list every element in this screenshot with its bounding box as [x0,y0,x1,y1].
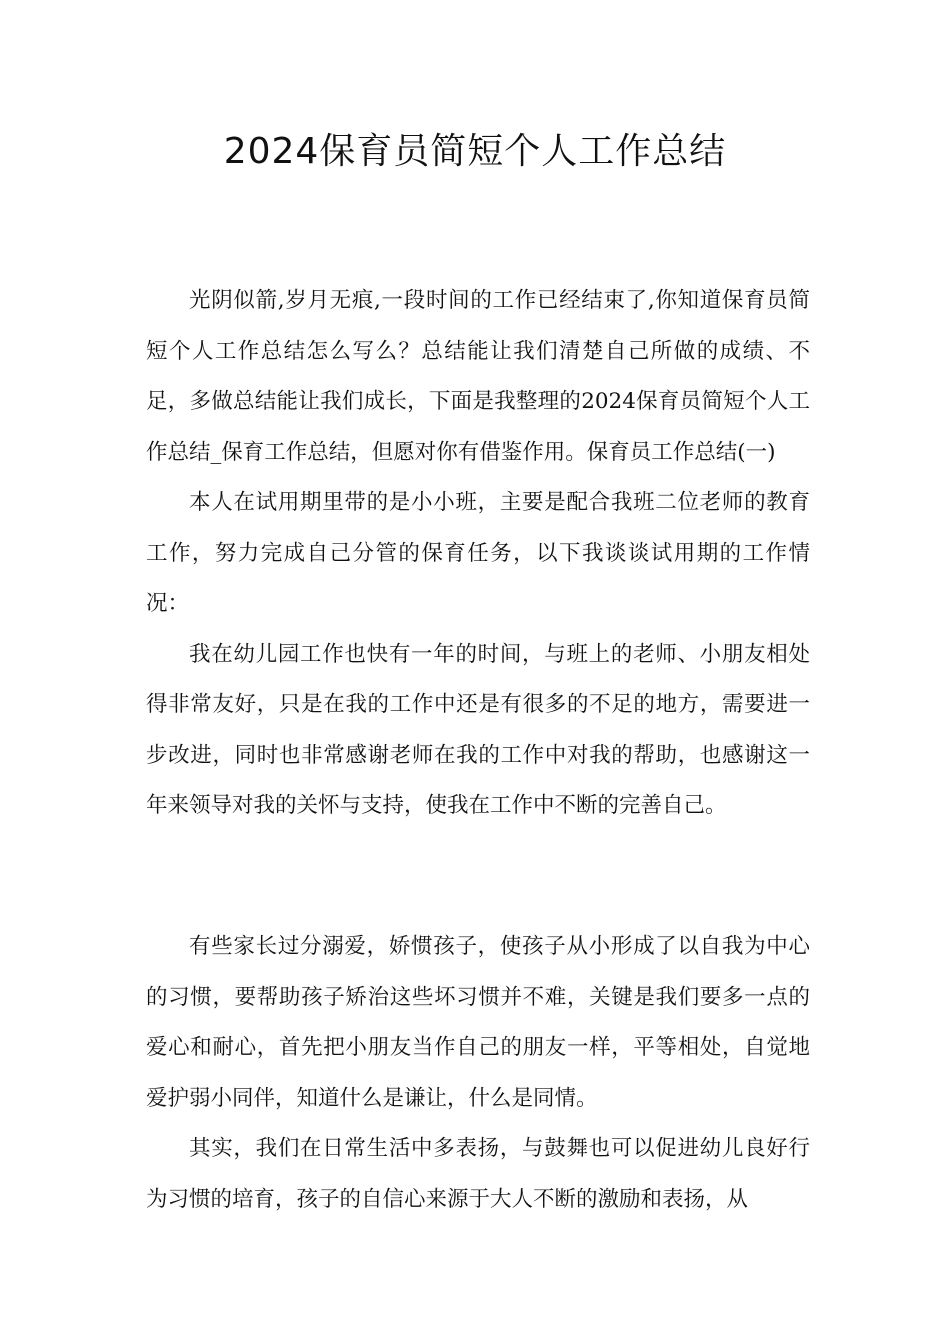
paragraph-trial-period: 本人在试用期里带的是小小班，主要是配合我班二位老师的教育工作，努力完成自己分管的保育任务，以下我谈谈试用期的工作情况： [146,490,810,616]
paragraph-parents: 有些家长过分溺爱，娇惯孩子，使孩子从小形成了以自我为中心的习惯，要帮助孩子矫治这些坏习惯并不难，关键是我们要多一点的爱心和耐心，首先把小朋友当作自己的朋友一样，平等相处，自觉地爱护弱小同伴，知道什么是谦让，什么是同情。 [146,934,810,1111]
paragraph-work-year: 我在幼儿园工作也快有一年的时间，与班上的老师、小朋友相处得非常友好，只是在我的工作中还是有很多的不足的地方，需要进一步改进，同时也非常感谢老师在我的工作中对我的帮助，也感谢这一年来领导对我的关怀与支持，使我在工作中不断的完善自己。 [146,641,810,818]
paragraph-praise: 其实，我们在日常生活中多表扬，与鼓舞也可以促进幼儿良好行为习惯的培育，孩子的自信心来源于大人不断的激励和表扬，从 [146,1136,810,1212]
document-title: 2024保育员简短个人工作总结 [223,131,727,172]
paragraph-intro: 光阴似箭,岁月无痕,一段时间的工作已经结束了,你知道保育员简短个人工作总结怎么写么？总结能让我们清楚自己所做的成绩、不足，多做总结能让我们成长，下面是我整理的2024保育员简短个人工作总结_保育工作总结，但愿对你有借鉴作用。保育员工作总结(一) [146,288,810,465]
document-body-top [146,276,810,832]
document-body-bottom [146,922,810,1225]
